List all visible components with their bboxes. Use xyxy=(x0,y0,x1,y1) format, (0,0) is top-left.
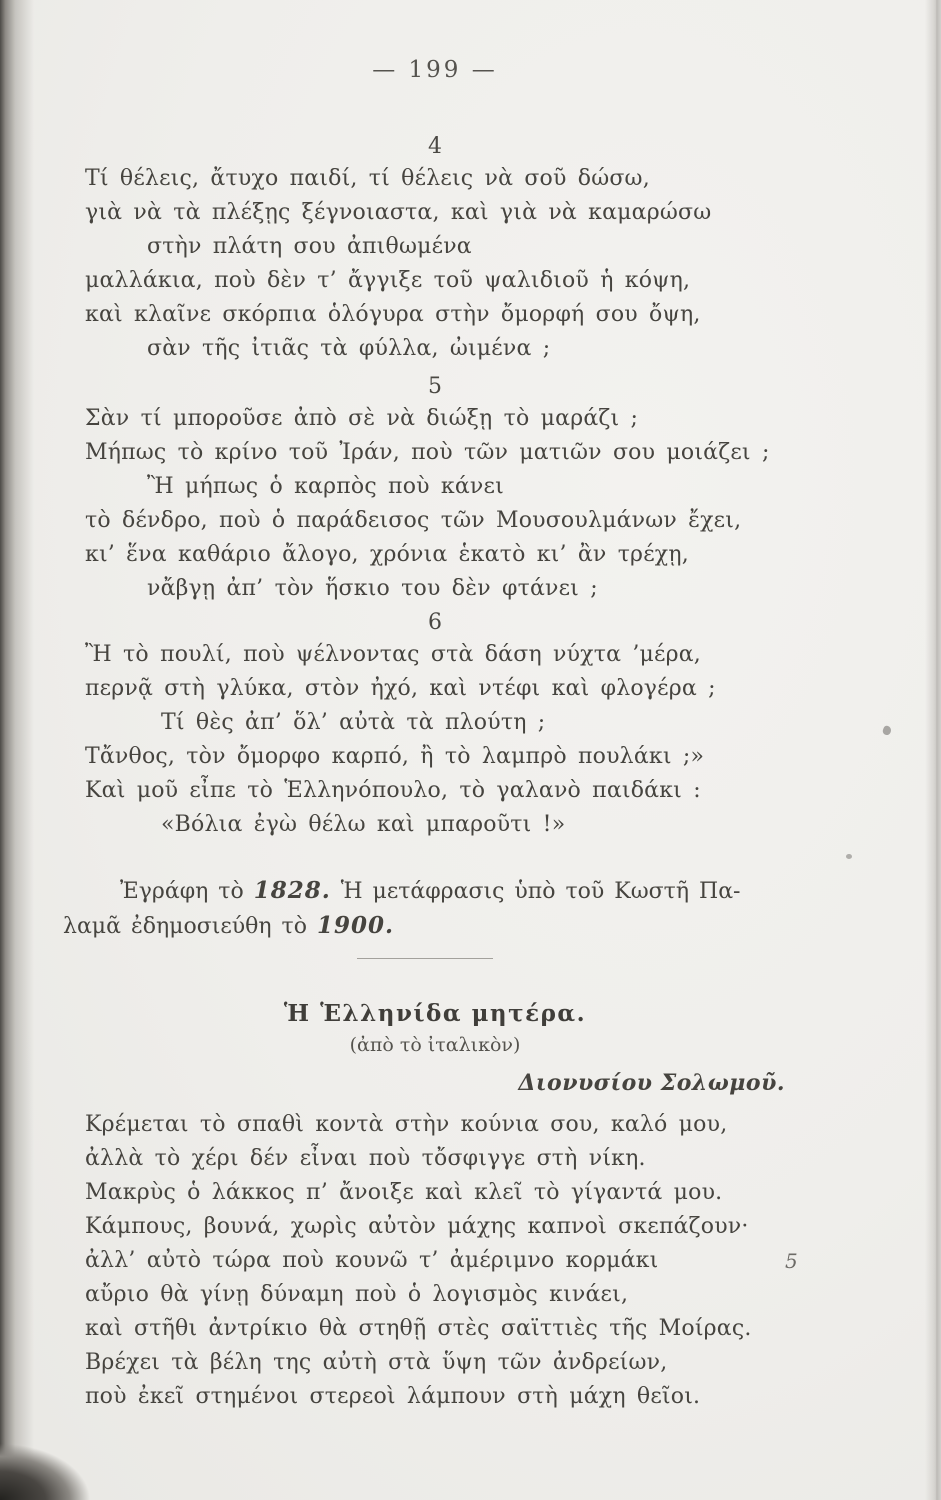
poem-line: Μακρὺς ὁ λάκκος π’ ἄνοιξε καὶ κλεῖ τὸ γίγαντά μου. xyxy=(85,1180,723,1205)
poem-body xyxy=(85,1108,855,1414)
poem-author: Διονυσίου Σολωμοῦ. xyxy=(518,1070,785,1096)
poem-line: Ἢ τὸ πουλί, ποὺ ψέλνοντας στὰ δάση νύχτα ’μέρα, xyxy=(85,642,701,667)
note-text: Ἐγράφη τὸ xyxy=(120,879,254,904)
note-line xyxy=(63,909,855,944)
poem-line: καὶ κλαῖνε σκόρπια ὁλόγυρα στὴν ὄμορφή σου ὄψη, xyxy=(85,302,701,327)
stanza-number-5: 5 xyxy=(428,374,442,399)
ink-speck xyxy=(846,854,852,859)
poem-line-text: ἀλλ’ αὐτὸ τώρα ποὺ κουνῶ τ’ ἀμέριμνο κορμάκι xyxy=(85,1248,659,1273)
poem-line: στὴν πλάτη σου ἀπιθωμένα xyxy=(147,234,472,259)
note-text: λαμᾶ ἐδημοσιεύθη τὸ xyxy=(63,914,317,939)
poem-line: Σὰν τί μποροῦσε ἀπὸ σὲ νὰ διώξῃ τὸ μαράζι ; xyxy=(85,406,639,431)
poem-line: Ἢ μήπως ὁ καρπὸς ποὺ κάνει xyxy=(147,474,504,499)
stanza-number-6: 6 xyxy=(428,610,442,635)
page-corner-shadow-bottom-left xyxy=(0,1420,130,1500)
poem-line: καὶ στῆθι ἀντρίκιο θὰ στηθῇ στὲς σαϊττιὲς τῆς Μοίρας. xyxy=(85,1316,752,1341)
poem-line: γιὰ νὰ τὰ πλέξῃς ξέγνοιαστα, καὶ γιὰ νὰ καμαρώσω xyxy=(85,200,712,225)
poem-line: Μήπως τὸ κρίνο τοῦ Ἰράν, ποὺ τῶν ματιῶν σου μοιάζει ; xyxy=(85,440,770,465)
poem-line: τὸ δένδρο, ποὺ ὁ παράδεισος τῶν Μουσουλμάνων ἔχει, xyxy=(85,508,742,533)
poem-origin: (ἀπὸ τὸ ἰταλικὸν) xyxy=(349,1034,521,1056)
poem-line: Κάμπους, βουνά, χωρὶς αὐτὸν μάχης καπνοὶ σκεπάζουν· xyxy=(85,1214,749,1239)
page-number: — 199 — xyxy=(372,57,498,83)
note-year-published: 1900. xyxy=(316,912,394,939)
scan-edge-band-right xyxy=(925,0,941,1500)
note-text: Ἡ μετάφρασις ὑπὸ τοῦ Κωστῆ Πα- xyxy=(330,879,741,904)
verse-line-number: 5 xyxy=(785,1249,798,1273)
poem-line: μαλλάκια, ποὺ δὲν τ’ ἄγγιξε τοῦ ψαλιδιοῦ ἡ κόψη, xyxy=(85,268,691,293)
poem-line: ποὺ ἐκεῖ στημένοι στερεοὶ λάμπουν στὴ μάχη θεῖοι. xyxy=(85,1384,701,1409)
note-year-written: 1828. xyxy=(253,877,331,904)
poem-line: Τἄνθος, τὸν ὄμορφο καρπό, ἢ τὸ λαμπρὸ πουλάκι ;» xyxy=(85,744,705,769)
poem-line: Καὶ μοῦ εἶπε τὸ Ἑλληνόπουλο, τὸ γαλανὸ παιδάκι : xyxy=(85,778,701,803)
poem-line: Κρέμεται τὸ σπαθὶ κοντὰ στὴν κούνια σου, καλό μου, xyxy=(85,1112,728,1137)
poem-line: αὔριο θὰ γίνῃ δύναμη ποὺ ὁ λογισμὸς κινάει, xyxy=(85,1282,629,1307)
text-column xyxy=(63,0,855,1414)
ink-speck xyxy=(882,725,893,736)
poem-line: σὰν τῆς ἰτιᾶς τὰ φύλλα, ὠιμένα ; xyxy=(147,336,551,361)
page-gutter-shadow-left xyxy=(0,0,34,1500)
poem-line: νἄβγῃ ἀπ’ τὸν ἥσκιο του δὲν φτάνει ; xyxy=(147,576,598,601)
poem-line xyxy=(85,1244,855,1278)
poem-line: Βρέχει τὰ βέλη της αὐτὴ στὰ ὕψη τῶν ἀνδρείων, xyxy=(85,1350,668,1375)
poem-title: Ἡ Ἑλληνίδα μητέρα. xyxy=(283,1000,587,1027)
poem-line: Τί θὲς ἀπ’ ὅλ’ αὐτὰ τὰ πλούτη ; xyxy=(161,710,546,735)
poem-line: κι’ ἕνα καθάριο ἄλογο, χρόνια ἑκατὸ κι’ ἂν τρέχῃ, xyxy=(85,542,689,567)
translation-note xyxy=(63,874,855,944)
poem-line: ἀλλὰ τὸ χέρι δέν εἶναι ποὺ τὄσφιγγε στὴ νίκη. xyxy=(85,1146,646,1171)
scan-edge-line-right xyxy=(936,0,938,1500)
stanza-number-4: 4 xyxy=(428,134,442,159)
note-line xyxy=(63,874,855,909)
poem-line: «Βόλια ἐγὼ θέλω καὶ μπαροῦτι !» xyxy=(161,812,566,837)
poem-line: Τί θέλεις, ἄτυχο παιδί, τί θέλεις νὰ σοῦ δώσω, xyxy=(85,166,650,191)
poem-line: περνᾷ στὴ γλύκα, στὸν ἠχό, καὶ ντέφι καὶ φλογέρα ; xyxy=(85,676,716,701)
section-divider xyxy=(357,958,493,959)
